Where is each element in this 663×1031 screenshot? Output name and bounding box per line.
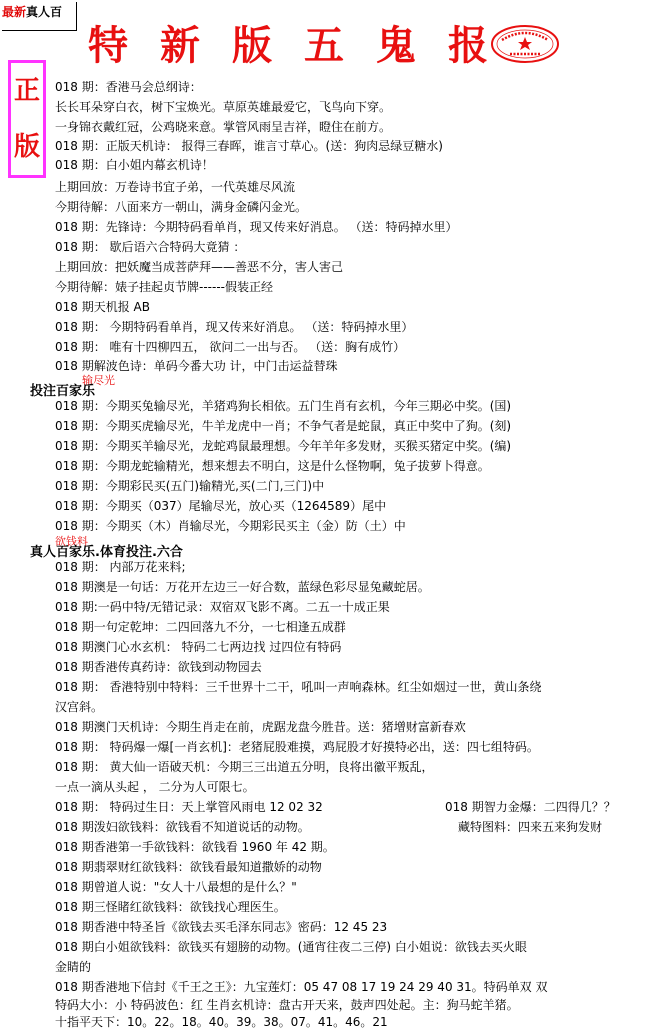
text-line: 018 期： 唯有十四柳四五， 欲问二一出与否。 （送：胸有成竹） [55,340,406,354]
text-line: 018 期：今期买兔输尽光，羊猪鸡狗长相依。五门生肖有玄机，今年三期必中奖。(国) [55,399,512,413]
text-line: 018 期:一码中特/无错记录：双宿双飞影不离。二五一十成正果 [55,600,390,614]
corner-label-black: 真人百 [26,5,63,19]
text-line: 今期待解：八面来方一朝山，满身金磷闪金光。 [55,200,308,214]
text-line: 018 期： 香港特别中特料：三千世界十二干，吼叫一声响森林。红尘如烟过一世，黄山条绕 [55,680,542,694]
corner-label [2,2,77,31]
text-line: 018 期曾道人说："女人十八最想的是什么？" [55,880,297,894]
text-line: 018 期：今期买羊输尽光，龙蛇鸡鼠最理想。今年羊年多发财，买猴买猪定中奖。(编) [55,439,512,453]
text-line-right: 018 期智力金爆：二四得几？？ [445,800,616,814]
text-line: 018 期：正版天机诗： 报得三春晖，谁言寸草心。(送：狗肉忌绿豆糖水) [55,139,443,153]
text-line: 018 期香港传真药诗：欲钱到动物园去 [55,660,262,674]
text-line: 018 期：今期买（木）肖输尽光，今期彩民买主（金）防（土）中 [55,519,406,533]
section-heading: 真人百家乐.体育投注.六合 [30,545,183,560]
text-line: 018 期白小姐欲钱料：欲钱买有翅膀的动物。(通宵往夜二三停) 白小姐说：欲钱去买火眼 [55,940,527,954]
text-line: 018 期泼妇欲钱料：欲钱看不知道说话的动物。 [55,820,310,834]
text-line: 特码大小：小 特码波色：红 生肖玄机诗：盘古开天来，鼓声四处起。主：狗马蛇羊猪。 [55,998,519,1012]
text-line: 018 期：今期买（037）尾输尽光，放心买（1264589）尾中 [55,499,387,513]
text-line: 018 期澳门心水玄机： 特码二七两边找 过四位有特码 [55,640,342,654]
red-small-label: 输尽光 [82,374,115,387]
title-char: 五 [304,22,344,69]
text-line: 018 期香港第一手欲钱料：欲钱看 1960 年 42 期。 [55,840,335,854]
text-line: 今期待解：婊子挂起贞节牌------假装正经 [55,280,273,294]
text-line: 长长耳朵穿白衣，树下宝焕光。草原英雄最爱它，飞鸟向下穿。 [55,100,392,114]
text-line: 018 期澳是一句话：万花开左边三一好合数，蓝绿色彩尽显兔藏蛇居。 [55,580,430,594]
text-line-right: 藏特图料：四来五来狗发财 [458,820,603,834]
white-label-part1: 018 期：白小姐内幕玄机诗！ [55,158,214,172]
text-line: 018 期澳门天机诗：今期生肖走在前，虎踞龙盘今胜昔。送：猪增财富新春欢 [55,720,466,734]
text-line: 018 期：香港马会总纲诗： [55,80,202,94]
text-line: 018 期香港中特圣旨《欲钱去买毛泽东同志》密码：12 45 23 [55,920,388,934]
zheng-char: 正 [13,76,40,106]
text-line: 018 期：今期买虎输尽光，牛羊龙虎中一肖；不争气者是蛇鼠，真正中奖中了狗。(刻) [55,419,512,433]
title-char: 报 [448,22,488,69]
text-line: 018 期： 黄大仙一语破天机：今期三三出道五分明，良将出徽平叛乱， [55,760,434,774]
title-char: 鬼 [376,22,416,69]
text-line: 018 期： 歇后语六合特码大竟猜 ： [55,240,246,254]
corner-label-red: 最新 [2,5,27,19]
text-line: 汉宫斜。 [55,700,104,714]
text-line: 018 期： 今期特码看单肖，现又传来好消息。 （送：特码掉水里） [55,320,414,334]
text-line: 018 期：今期彩民买(五门)输精光,买(二门,三门)中 [55,479,325,493]
text-line: 018 期一句定乾坤：二四回落九不分，一七相逢五成群 [55,620,346,634]
title-char: 特 [88,22,128,69]
red-small-label: 欲钱料 [55,535,88,548]
text-line: 018 期解波色诗：单码今番大功 计，中门击运益替珠 [55,359,338,373]
text-line: 018 期三怪睹红欲钱料：欲钱找心理医生。 [55,900,286,914]
text-line: 018 期： 特码爆一爆[一肖玄机]：老猪屁股难摸，鸡屁股才好摸特必出，送：四七组特码。 [55,740,539,754]
text-line: 一身锦衣戴红冠，公鸡晓来意。掌管风雨呈吉祥，瞪住在前方。 [55,120,392,134]
text-line: 上期回放：把妖魔当成菩萨拜——善恶不分，害人害己 [55,260,344,274]
ban-char: 版 [13,132,40,162]
section-heading: 投注百家乐 [30,384,96,399]
text-line: 018 期： 内部万花来料; [55,560,186,574]
text-line [55,157,214,173]
text-line: 018 期天机报 AB [55,300,150,314]
text-line: 一点一滴从头起 ， 二分为人可限七。 [55,780,255,794]
zhengban-stamp [8,60,46,178]
page-title [88,20,488,72]
text-line: 金睛的 [55,960,92,974]
text-line: 十指平天下：10。22。18。40。39。38。07。41。46。21 [55,1015,388,1029]
text-line: 018 期： 特码过生日：天上掌管风雨电 12 02 32 [55,800,323,814]
text-line: 018 期翡翠财红欲钱料：欲钱看最知道撒娇的动物 [55,860,322,874]
text-line: 018 期香港地下信封《千王之王》：九宝莲灯：05 47 08 17 19 24 29 40 31。特码单双 双 [55,980,548,994]
text-line: 018 期：先锋诗：今期特码看单肖，现又传来好消息。 （送：特码掉水里） [55,220,458,234]
title-char: 新 [160,22,200,69]
text-line: 上期回放：万卷诗书宜子弟，一代英雄尽风流 [55,180,296,194]
title-char: 版 [232,22,272,69]
text-line: 018 期：今期龙蛇输精光，想来想去不明白，这是什么怪物啊，兔子拔萝卜得意。 [55,459,490,473]
official-seal-icon [490,24,560,64]
